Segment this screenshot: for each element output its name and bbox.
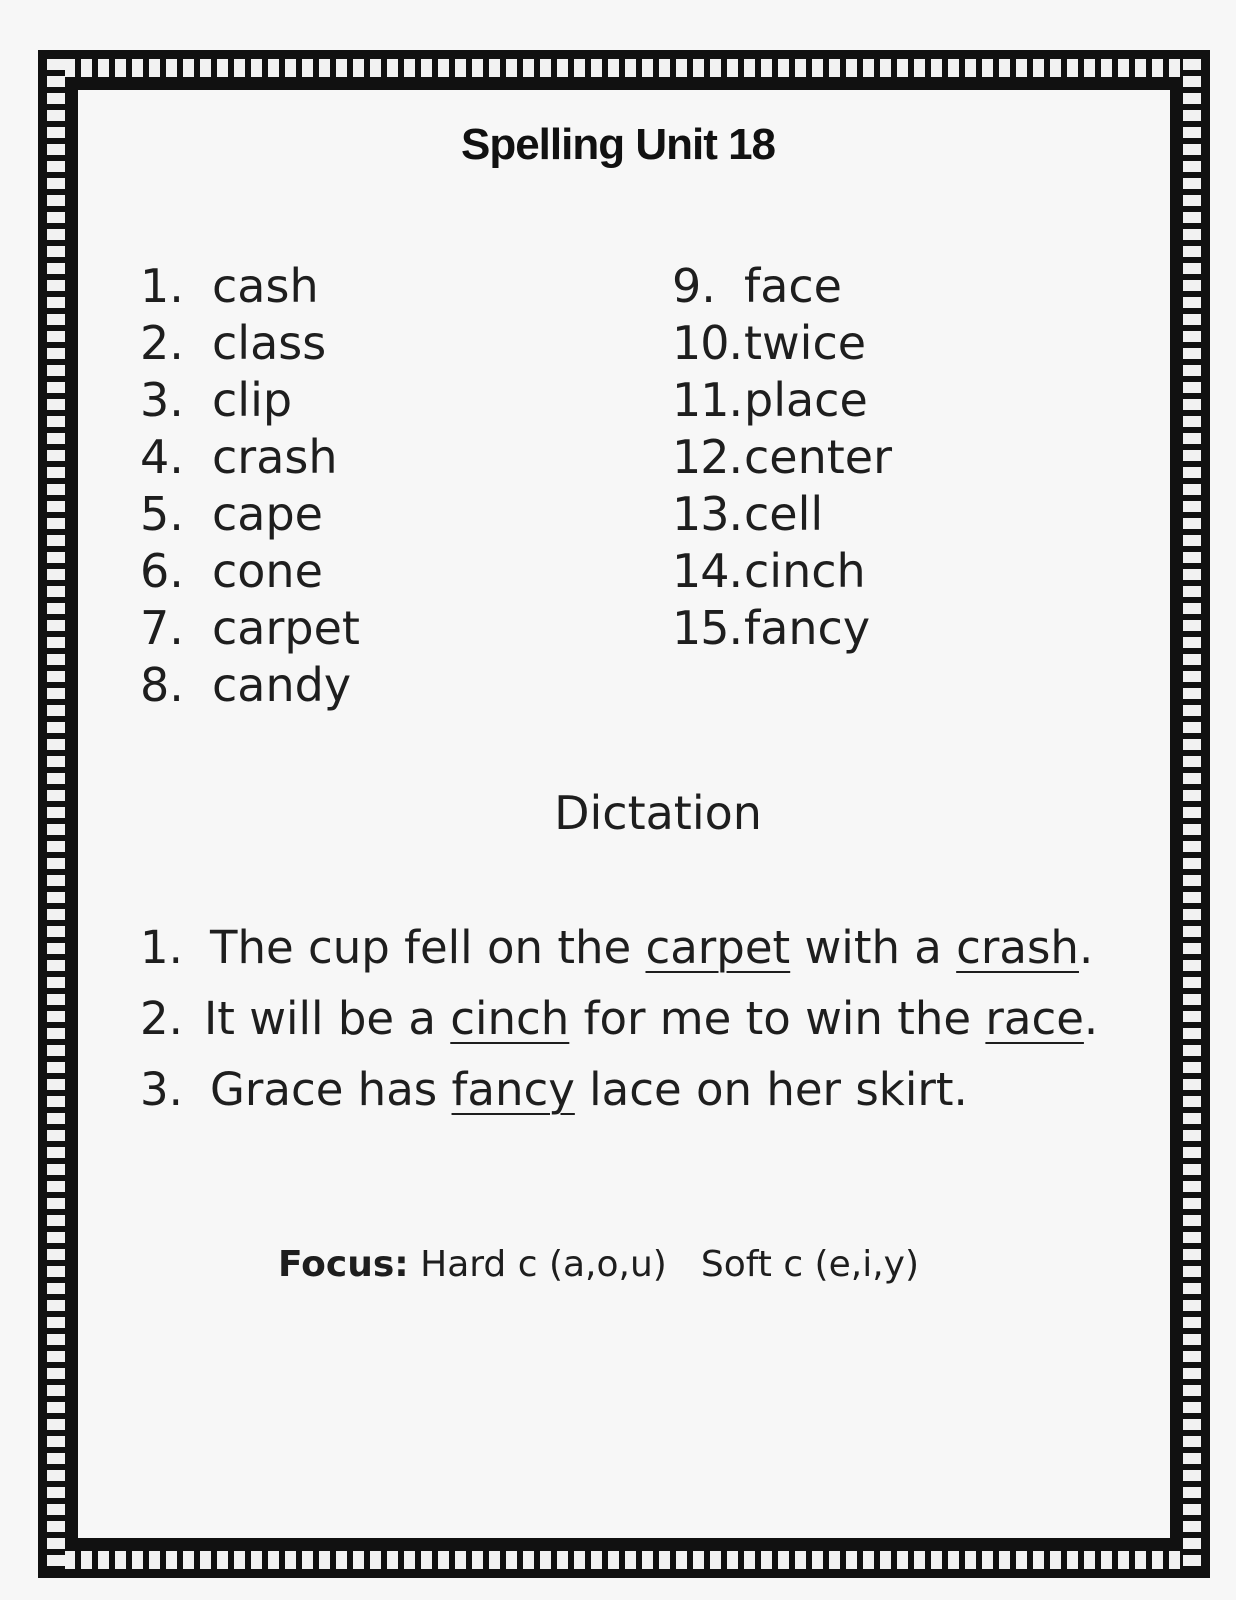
focus-label: Focus: (278, 1244, 409, 1285)
word-text: twice (744, 316, 867, 370)
word-item (140, 657, 360, 714)
word-text: cinch (744, 544, 866, 598)
word-number: 10. (672, 316, 743, 370)
dictation-sentence (140, 983, 1098, 1054)
border-bottom-strip (47, 1551, 1201, 1569)
dictation-sentence (140, 1054, 1098, 1125)
word-number: 3. (140, 373, 184, 427)
word-item (672, 486, 892, 543)
word-number: 1. (140, 259, 184, 313)
word-item (140, 543, 360, 600)
sentence-text (210, 1054, 968, 1125)
word-text: face (744, 259, 842, 313)
word-list-right (672, 258, 892, 657)
word-item (672, 372, 892, 429)
word-item (672, 429, 892, 486)
sentence-fragment: Grace has (210, 1063, 452, 1116)
word-number: 5. (140, 487, 184, 541)
border-top-strip (47, 59, 1201, 77)
underlined-spelling-word: crash (956, 921, 1079, 974)
word-text: candy (212, 658, 352, 712)
word-number: 9. (672, 259, 716, 313)
word-item (672, 315, 892, 372)
word-number: 12. (672, 430, 743, 484)
word-list-left (140, 258, 360, 714)
focus-note (278, 1244, 919, 1285)
word-text: cash (212, 259, 319, 313)
sentence-text (210, 912, 1093, 983)
focus-hard-c: Hard c (a,o,u) (420, 1244, 667, 1285)
sentence-fragment: with a (790, 921, 957, 974)
sentence-fragment: . (1078, 921, 1094, 974)
word-item (140, 486, 360, 543)
sentence-fragment: The cup fell on the (210, 921, 646, 974)
sentence-number: 2. (140, 992, 183, 1045)
word-text: cone (212, 544, 323, 598)
word-number: 13. (672, 487, 743, 541)
word-text: cape (212, 487, 323, 541)
word-item (672, 258, 892, 315)
word-number: 8. (140, 658, 184, 712)
word-text: class (212, 316, 327, 370)
underlined-spelling-word: race (985, 992, 1084, 1045)
sentence-number: 3. (140, 1063, 183, 1116)
word-item (140, 258, 360, 315)
sentence-fragment: It will be a (204, 992, 451, 1045)
sentence-fragment: for me to win the (569, 992, 986, 1045)
word-text: carpet (212, 601, 360, 655)
word-text: crash (212, 430, 338, 484)
sentence-number: 1. (140, 921, 183, 974)
word-item (140, 600, 360, 657)
word-text: center (744, 430, 892, 484)
word-number: 6. (140, 544, 184, 598)
word-number: 7. (140, 601, 184, 655)
word-item (672, 543, 892, 600)
dictation-sentence (140, 912, 1098, 983)
word-item (140, 315, 360, 372)
dictation-sentences (140, 912, 1098, 1125)
word-number: 4. (140, 430, 184, 484)
word-text: clip (212, 373, 293, 427)
word-number: 15. (672, 601, 743, 655)
word-number: 2. (140, 316, 184, 370)
sentence-text (204, 983, 1098, 1054)
word-number: 14. (672, 544, 743, 598)
word-text: fancy (744, 601, 871, 655)
word-text: cell (744, 487, 824, 541)
sentence-fragment: . (1083, 992, 1099, 1045)
underlined-spelling-word: fancy (451, 1063, 575, 1116)
dictation-heading: Dictation (554, 786, 762, 840)
word-number: 11. (672, 373, 743, 427)
word-text: place (744, 373, 868, 427)
page-title: Spelling Unit 18 (460, 120, 776, 169)
sentence-fragment: lace on her skirt. (574, 1063, 968, 1116)
word-item (140, 429, 360, 486)
word-item (672, 600, 892, 657)
underlined-spelling-word: carpet (645, 921, 791, 974)
word-item (140, 372, 360, 429)
focus-soft-c: Soft c (e,i,y) (700, 1244, 919, 1285)
underlined-spelling-word: cinch (450, 992, 570, 1045)
